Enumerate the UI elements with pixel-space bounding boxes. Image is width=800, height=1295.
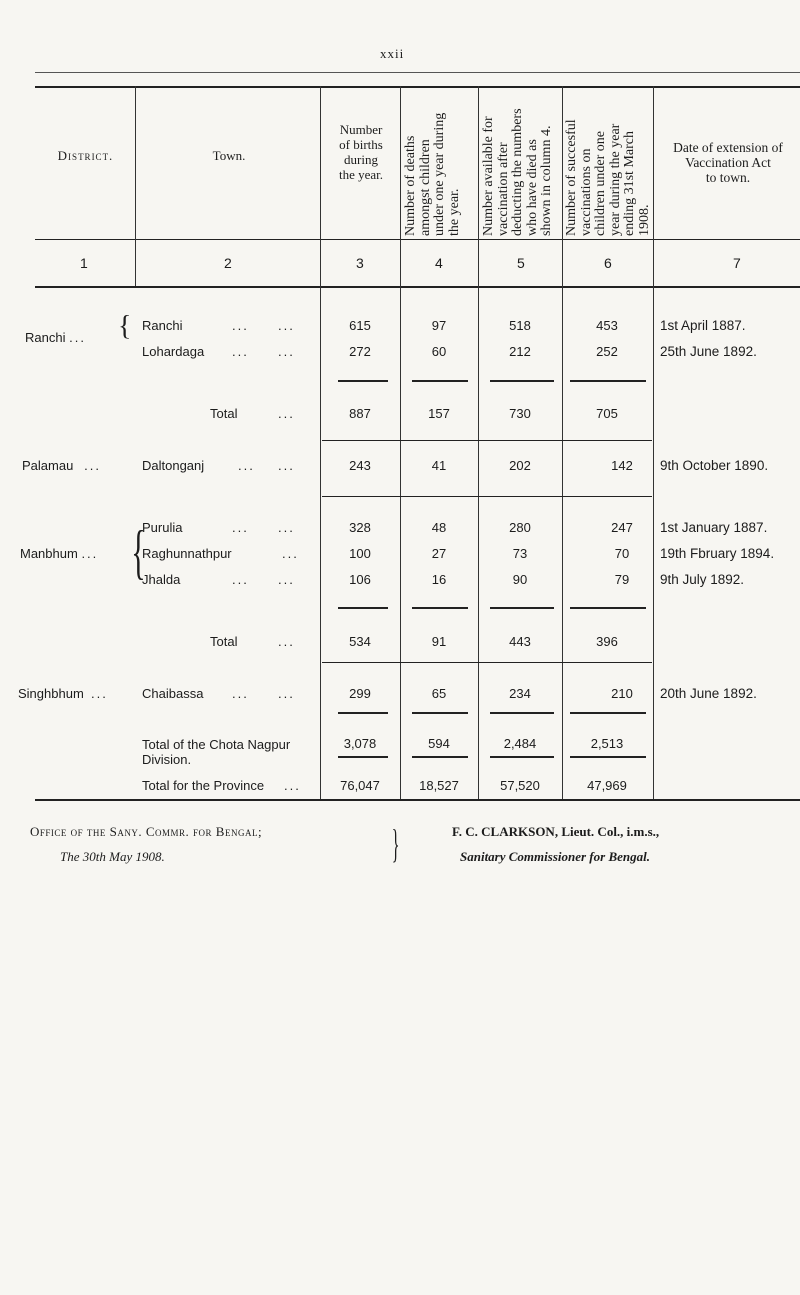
successful-value: 252	[596, 344, 618, 359]
footer-title: Sanitary Commissioner for Bengal.	[460, 849, 650, 864]
table-bottom-rule	[35, 799, 800, 801]
extension-date: 9th July 1892.	[660, 572, 745, 587]
total-rule	[412, 712, 468, 714]
successful-value: 142	[611, 458, 633, 473]
footer-signatory: F. C. CLARKSON, Lieut. Col., i.m.s.,	[452, 824, 660, 839]
successful-value: 79	[614, 572, 630, 587]
district-ranchi	[25, 330, 86, 345]
successful-value: 705	[596, 406, 618, 421]
total-rule	[338, 380, 388, 382]
total-rule	[338, 607, 388, 609]
town-name: Lohardaga	[142, 344, 205, 359]
district-name: Singhbhum	[18, 686, 84, 701]
births-value: 3,078	[343, 736, 377, 751]
district-dots: ...	[81, 546, 99, 561]
deaths-value: 41	[431, 458, 447, 473]
available-value: 202	[509, 458, 531, 473]
available-value: 280	[509, 520, 531, 535]
column-number: 2	[224, 255, 232, 271]
header-date-line: Date of extension of	[673, 140, 783, 155]
town-name: Total for the Province	[142, 778, 265, 793]
deaths-value: 65	[431, 686, 447, 701]
leader-dots: ...	[232, 344, 249, 359]
extension-date: 25th June 1892.	[660, 344, 757, 359]
district-palamau	[22, 458, 101, 473]
births-value: 106	[349, 572, 371, 587]
town-name: Purulia	[142, 520, 183, 535]
district-dots: ...	[69, 330, 86, 345]
header-births	[322, 122, 400, 182]
births-value: 615	[349, 318, 371, 333]
total-rule	[490, 380, 554, 382]
deaths-value: 27	[431, 546, 447, 561]
town-jhalda	[142, 572, 295, 587]
leader-dots: ...	[238, 458, 255, 473]
total-rule	[322, 496, 652, 497]
column-number: 7	[733, 255, 741, 271]
available-value: 518	[509, 318, 531, 333]
header-births-line: the year.	[338, 167, 384, 182]
town-name: Daltonganj	[142, 458, 205, 473]
column-number: 1	[80, 255, 88, 271]
successful-value: 70	[614, 546, 630, 561]
header-top-rule	[35, 86, 800, 88]
town-daltonganj	[142, 458, 295, 473]
header-date	[656, 140, 800, 185]
town-ranchi	[142, 318, 295, 333]
leader-dots: ...	[278, 634, 295, 649]
town-name: Chaibassa	[142, 686, 204, 701]
leader-dots: ...	[232, 318, 249, 333]
header-town: Town.	[212, 148, 246, 163]
deaths-value: 97	[431, 318, 447, 333]
total-rule	[570, 712, 646, 714]
district-dots: ...	[84, 458, 101, 473]
town-name: Jhalda	[142, 572, 181, 587]
leader-dots: ...	[278, 572, 295, 587]
births-value: 299	[349, 686, 371, 701]
extension-date: 20th June 1892.	[660, 686, 757, 701]
col-rule-5	[562, 86, 563, 799]
total-rule	[322, 440, 652, 441]
available-value: 443	[509, 634, 531, 649]
column-number: 5	[517, 255, 525, 271]
successful-value: 2,513	[590, 736, 624, 751]
total-rule	[338, 756, 388, 758]
town-name: Total	[210, 406, 238, 421]
column-number: 6	[604, 255, 612, 271]
extension-date: 1st April 1887.	[660, 318, 746, 333]
leader-dots: ...	[282, 546, 299, 561]
total-rule	[338, 712, 388, 714]
footer-date: The 30th May 1908.	[60, 849, 165, 864]
successful-value: 247	[611, 520, 633, 535]
total-rule	[570, 380, 646, 382]
header-date-line: to town.	[705, 170, 751, 185]
total-rule	[570, 607, 646, 609]
available-value: 90	[512, 572, 528, 587]
leader-dots: ...	[232, 572, 249, 587]
header-births-line: Number	[339, 122, 383, 137]
town-name: Total	[210, 634, 238, 649]
district-brace: {	[118, 311, 132, 342]
town-name: Raghunnathpur	[142, 546, 232, 561]
total-rule	[570, 756, 646, 758]
total-rule	[490, 756, 554, 758]
town-province-total	[142, 778, 301, 793]
total-rule	[322, 662, 652, 663]
births-value: 328	[349, 520, 371, 535]
district-name: Palamau	[22, 458, 74, 473]
extension-date: 1st January 1887.	[660, 520, 768, 535]
available-value: 234	[509, 686, 531, 701]
header-date-line: Vaccination Act	[685, 155, 771, 170]
extension-date: 9th October 1890.	[660, 458, 769, 473]
header-deaths: Number of deaths amongst children under one year during the year.	[403, 112, 462, 236]
footer-office: Office of the Sany. Commr. for Bengal;	[30, 824, 263, 839]
footer-brace: }	[391, 821, 400, 866]
births-value: 272	[349, 344, 371, 359]
successful-value: 396	[596, 634, 618, 649]
town-total	[210, 634, 295, 649]
district-name: Manbhum	[20, 546, 78, 561]
deaths-value: 16	[431, 572, 447, 587]
successful-value: 47,969	[587, 778, 627, 793]
district-dots: ...	[91, 686, 108, 701]
deaths-value: 594	[428, 736, 450, 751]
header-births-line: during	[344, 152, 378, 167]
header-available: Number available for vaccination after deducting the numbers who have died as shown in column 4.	[481, 108, 554, 236]
town-division-total: Total of the Chota Nagpur Division.	[142, 737, 291, 767]
header-district: District.	[57, 148, 114, 163]
header-bottom-rule	[35, 239, 800, 240]
leader-dots: ...	[232, 686, 249, 701]
available-value: 2,484	[503, 736, 537, 751]
available-value: 57,520	[500, 778, 540, 793]
deaths-value: 60	[431, 344, 447, 359]
colnum-bottom-rule	[35, 286, 800, 288]
total-rule	[412, 380, 468, 382]
district-manbhum	[20, 546, 98, 561]
district-singhbhum	[18, 686, 108, 701]
top-thin-rule	[35, 72, 800, 73]
available-value: 212	[509, 344, 531, 359]
deaths-value: 18,527	[419, 778, 459, 793]
deaths-value: 48	[431, 520, 447, 535]
col-rule-1	[135, 86, 136, 286]
district-name: Ranchi	[25, 330, 66, 345]
total-rule	[490, 712, 554, 714]
leader-dots: ...	[284, 778, 301, 793]
leader-dots: ...	[278, 406, 295, 421]
header-successful: Number of succesful vaccinations on children under one year during the year ending 31st March 1908.	[564, 119, 652, 236]
total-rule	[412, 607, 468, 609]
births-value: 243	[349, 458, 371, 473]
leader-dots: ...	[278, 686, 295, 701]
extension-date: 19th Fbruary 1894.	[660, 546, 775, 561]
leader-dots: ...	[232, 520, 249, 535]
leader-dots: ...	[278, 520, 295, 535]
leader-dots: ...	[278, 344, 295, 359]
town-raghunnathpur	[142, 546, 299, 561]
births-value: 887	[349, 406, 371, 421]
header-births-line: of births	[339, 137, 383, 152]
town-lohardaga	[142, 344, 295, 359]
available-value: 73	[512, 546, 528, 561]
column-number: 4	[435, 255, 443, 271]
successful-value: 210	[611, 686, 633, 701]
town-chaibassa	[142, 686, 295, 701]
town-purulia	[142, 520, 295, 535]
deaths-value: 157	[428, 406, 450, 421]
page-number: xxii	[380, 46, 405, 61]
births-value: 100	[349, 546, 371, 561]
leader-dots: ...	[278, 318, 295, 333]
successful-value: 453	[596, 318, 618, 333]
total-rule	[412, 756, 468, 758]
available-value: 730	[509, 406, 531, 421]
town-total	[210, 406, 295, 421]
column-number: 3	[356, 255, 364, 271]
town-name: Ranchi	[142, 318, 183, 333]
leader-dots: ...	[278, 458, 295, 473]
births-value: 534	[349, 634, 371, 649]
deaths-value: 91	[431, 634, 447, 649]
births-value: 76,047	[340, 778, 380, 793]
district-brace: {	[131, 519, 146, 585]
total-rule	[490, 607, 554, 609]
